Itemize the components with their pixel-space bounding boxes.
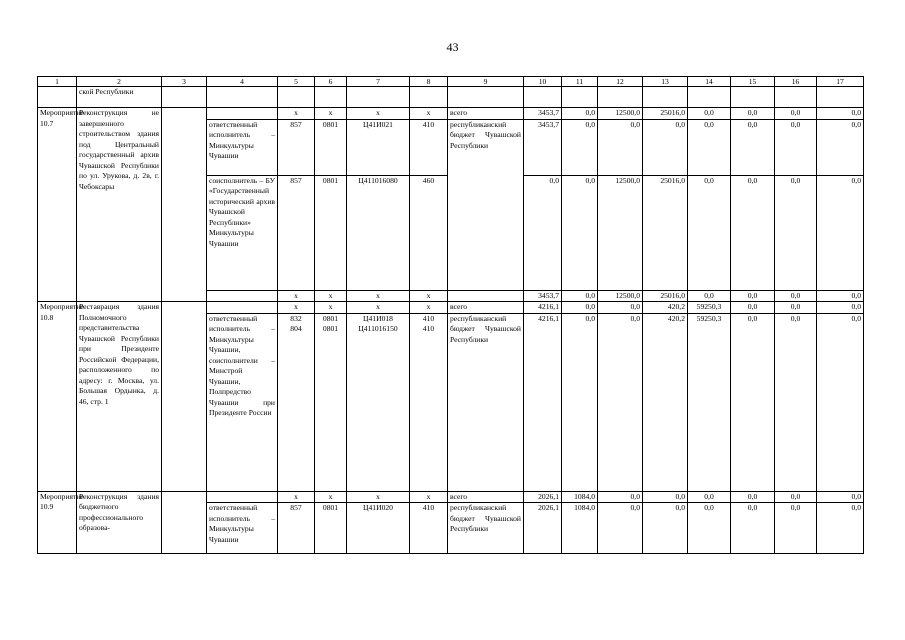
table-row: Мероприятие 10.8 Реставрация здания Полномочного представительства Чувашской Республики при Президенте Российской Федерации, расположенного по адресу: г. Москва, ул. Большая Ордынка, д. 46, стр. 1 x x x x всего 4216,1 0,0 0,0 420,2 59250,3 0,0 0,0 0,0 xyxy=(38,302,864,314)
funding-source: республиканский бюджет Чувашской Республики xyxy=(448,119,524,290)
executor-cell: ответственный исполнитель – Минкультуры Чувашии xyxy=(207,503,278,554)
header-cell: 17 xyxy=(817,77,864,87)
header-cell: 5 xyxy=(278,77,315,87)
header-cell: 13 xyxy=(643,77,688,87)
header-cell: 7 xyxy=(347,77,410,87)
table-row: x x x x 3453,7 0,0 12500,0 25016,0 0,0 0,0 0,0 0,0 xyxy=(38,290,864,302)
header-row xyxy=(38,77,864,87)
table-row xyxy=(38,87,864,108)
executor-cell: соисполнитель – БУ «Государственный исторический архив Чувашской Республики» Минкультуры Чувашии xyxy=(207,175,278,290)
header-cell: 11 xyxy=(562,77,598,87)
table-row: ответственный исполнитель – Минкультуры Чувашии, соисполнители – Минстрой Чувашии, Полпредство Чувашии при Президенте России 832 804 0801 0801 Ц41И018 Ц411016150 410 410 республиканский бюджет Чувашской Республики 4216,1 0,0 0,0 420,2 59250,3 0,0 0,0 0,0 xyxy=(38,313,864,491)
header-cell: 4 xyxy=(207,77,278,87)
executor-cell: ответственный исполнитель – Минкультуры Чувашии xyxy=(207,119,278,175)
table-row: Мероприятие 10.9 Реконструкция здания бюджетного профессионального образова- x x x x всего 2026,1 1084,0 0,0 0,0 0,0 0,0 0,0 0,0 xyxy=(38,491,864,503)
table-row: Мероприятие 10.7 Реконструкция не завершенного строительством здания под Центральный государственный архив Чувашской Республики по ул. Урукова, д. 2в, г. Чебоксары x x x x всего 3453,7 0,0 12500,0 25016,0 0,0 0,0 0,0 0,0 xyxy=(38,108,864,120)
budget-table xyxy=(37,76,864,554)
funding-source: республиканский бюджет Чувашской Республики xyxy=(448,503,524,554)
header-cell: 12 xyxy=(598,77,643,87)
funding-source: республиканский бюджет Чувашской Республики xyxy=(448,313,524,491)
page-number: 43 xyxy=(446,40,459,54)
table-row: соисполнитель – БУ «Государственный исторический архив Чувашской Республики» Минкультуры Чувашии 857 0801 Ц411016080 460 0,0 0,0 12500,0 25016,0 0,0 0,0 0,0 0,0 xyxy=(38,175,864,290)
measure-label: Мероприятие 10.7 xyxy=(38,108,77,302)
header-cell: 2 xyxy=(77,77,162,87)
table-row: ответственный исполнитель – Минкультуры Чувашии 857 0801 Ц41И020 410 республиканский бюджет Чувашской Республики 2026,1 1084,0 0,0 0,0 0,0 0,0 0,0 0,0 xyxy=(38,503,864,554)
header-cell: 1 xyxy=(38,77,77,87)
header-cell: 8 xyxy=(410,77,448,87)
executor-cell: ответственный исполнитель – Минкультуры Чувашии, соисполнители – Минстрой Чувашии, Полпредство Чувашии при Президенте России xyxy=(207,313,278,491)
measure-label: Мероприятие 10.8 xyxy=(38,302,77,492)
measure-name: ской Республики xyxy=(77,87,162,108)
header-cell: 9 xyxy=(448,77,524,87)
header-cell: 15 xyxy=(731,77,775,87)
measure-label: Мероприятие 10.9 xyxy=(38,491,77,554)
measure-name: Реконструкция здания бюджетного профессионального образова- xyxy=(77,491,162,554)
measure-name: Реконструкция не завершенного строительством здания под Центральный государственный архив Чувашской Республики по ул. Урукова, д. 2в, г. Чебоксары xyxy=(77,108,162,302)
header-cell: 16 xyxy=(775,77,817,87)
header-cell: 10 xyxy=(524,77,562,87)
header-cell: 3 xyxy=(162,77,207,87)
measure-name: Реставрация здания Полномочного представительства Чувашской Республики при Президенте Российской Федерации, расположенного по адресу: г. Москва, ул. Большая Ордынка, д. 46, стр. 1 xyxy=(77,302,162,492)
header-cell: 6 xyxy=(315,77,347,87)
table-row: ответственный исполнитель – Минкультуры Чувашии 857 0801 Ц41И021 410 республиканский бюджет Чувашской Республики 3453,7 0,0 0,0 0,0 0,0 0,0 0,0 0,0 xyxy=(38,119,864,175)
header-cell: 14 xyxy=(688,77,731,87)
